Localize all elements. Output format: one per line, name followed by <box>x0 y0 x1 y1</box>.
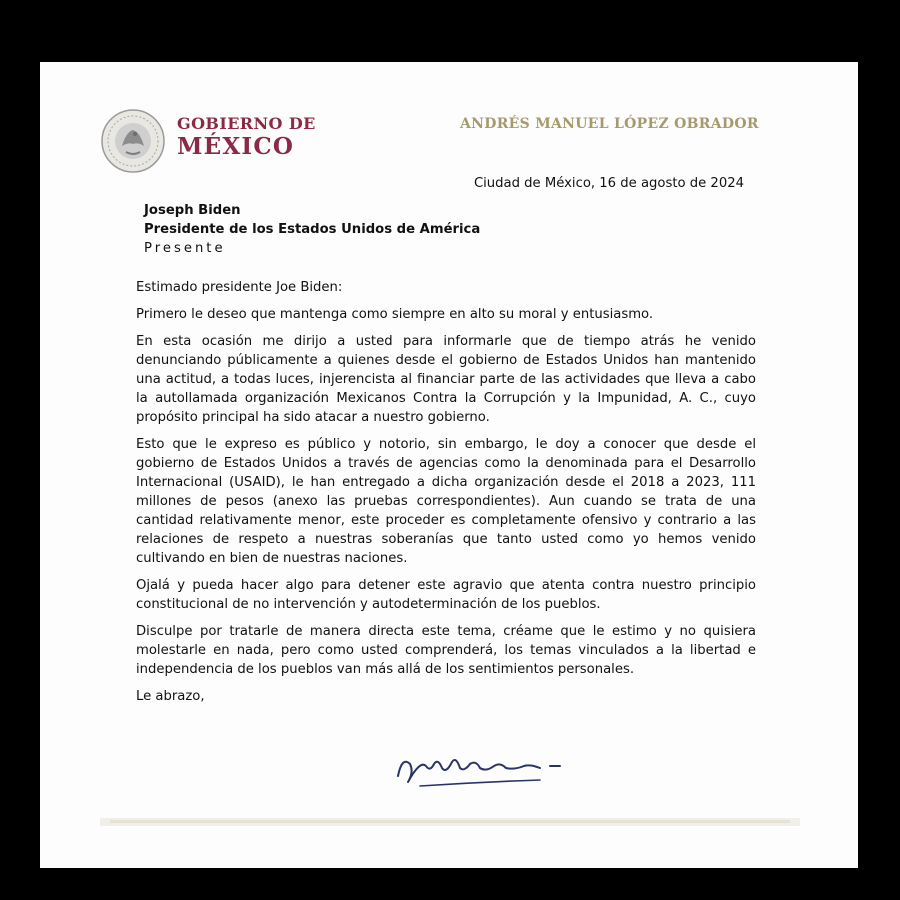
letter-date: Ciudad de México, 16 de agosto de 2024 <box>473 176 744 191</box>
paragraph: Esto que le expreso es público y notorio, sin embargo, le doy a conocer que desde el gobierno de Estados Unidos a través de agencias como la denominada para el Desarrollo Internacional (USAID), le han entregado a dicha organización desde el 2018 a 2023, 111 millones de pesos (anexo las pruebas correspondientes). Aun cuando se trata de una cantidad relativamente menor, este proceder es completamente ofensivo y contrario a las relaciones de respeto a nuestras soberanías que tanto usted como yo hemos venido cultivando en bien de nuestras naciones. <box>136 437 756 566</box>
government-logo-text <box>177 116 316 158</box>
paragraph: Disculpe por tratarle de manera directa este tema, créame que le estimo y no quisiera molestarle en nada, pero como usted comprenderá, los temas vinculados a la libertad e independencia de los pueblos van más allá de los sentimientos personales. <box>136 624 756 677</box>
government-line-1: GOBIERNO DE <box>177 114 316 133</box>
letterhead <box>40 62 858 182</box>
government-line-2: MÉXICO <box>177 133 295 160</box>
sender-name-heading: ANDRÉS MANUEL LÓPEZ OBRADOR <box>460 116 759 132</box>
letter-sheet <box>40 62 858 868</box>
paragraph: En esta ocasión me dirijo a usted para informarle que de tiempo atrás he venido denunciando públicamente a quienes desde el gobierno de Estados Unidos han mantenido una actitud, a todas luces, injerencista al financiar parte de las actividades que lleva a cabo la autollamada organización Mexicanos Contra la Corrupción y la Impunidad, A. C., cuyo propósito principal ha sido atacar a nuestro gobierno. <box>136 334 756 425</box>
paragraph: Ojalá y pueda hacer algo para detener este agravio que atenta contra nuestro principio constitucional de no intervención y autodeterminación de los pueblos. <box>136 578 756 612</box>
closing: Le abrazo, <box>136 689 205 704</box>
footer-decoration <box>100 816 800 828</box>
paragraph: Primero le deseo que mantenga como siempre en alto su moral y entusiasmo. <box>136 307 654 322</box>
handwritten-signature <box>390 742 590 792</box>
addressee-title: Presidente de los Estados Unidos de América <box>144 222 481 237</box>
addressee-name: Joseph Biden <box>144 203 241 218</box>
mexican-coat-of-arms-seal-icon <box>100 108 166 174</box>
letter-body <box>136 174 756 706</box>
addressee-presente: Presente <box>144 241 226 256</box>
addressee-block <box>144 201 756 258</box>
salutation: Estimado presidente Joe Biden: <box>136 280 343 295</box>
